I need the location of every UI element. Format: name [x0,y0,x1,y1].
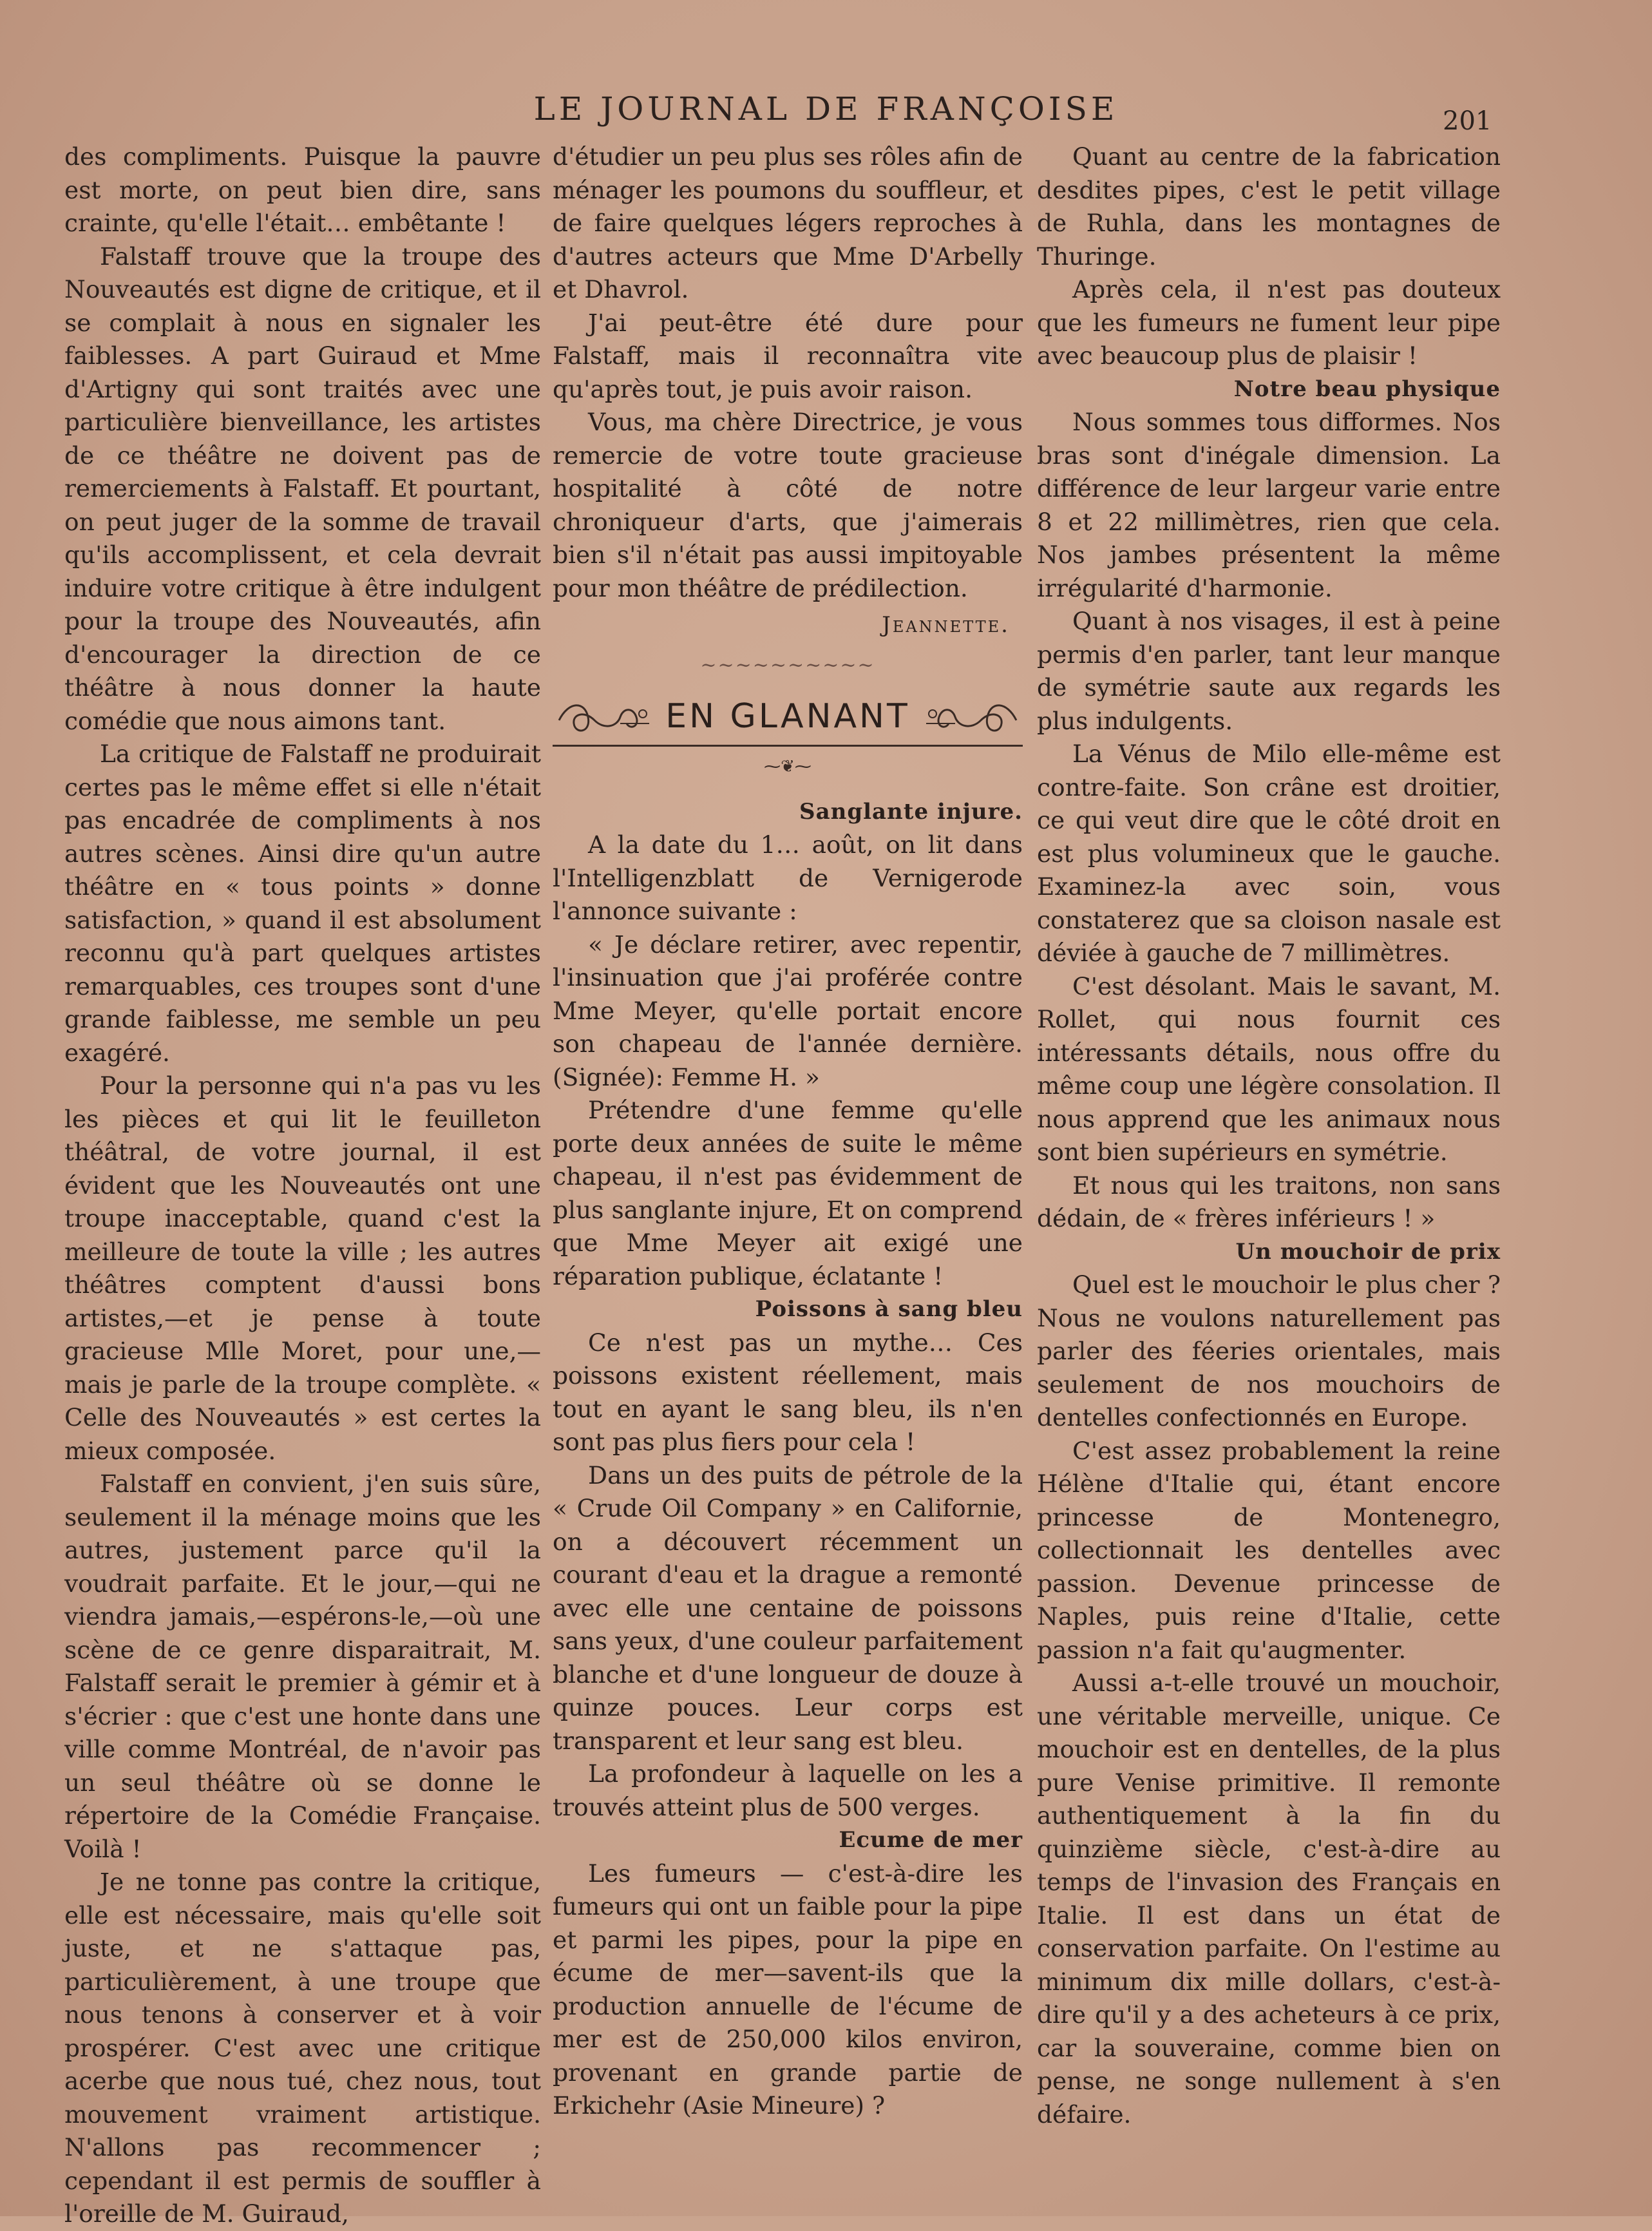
column-2 [553,140,1023,2123]
paragraph: Quant au centre de la fabrication desdites pipes, c'est le petit village de Ruhla, dans les montagnes de Thuringe. [1037,142,1501,271]
paragraph: Vous, ma chère Directrice, je vous remercie de votre toute gracieuse hospitalité à côté de notre chroniqueur d'arts, que j'aimerais bien s'il n'était pas aussi impitoyable pour mon théâtre de prédilection. [553,408,1023,602]
paragraph: Dans un des puits de pétrole de la « Crude Oil Company » en Californie, on a découvert récemment un courant d'eau et la drague a remonté avec elle une centaine de poissons sans yeux, d'une couleur parfaitement blanche et d'une longueur de douze à quinze pouces. Leur corps est transparent et leur sang est bleu. [553,1460,1023,1755]
paragraph: Je ne tonne pas contre la critique, elle est nécessaire, mais qu'elle soit juste, et ne s'attaque pas, particulièrement, à une troupe que nous tenons à conserver et à voir prospérer. C'est avec une critique acerbe que nous tué, chez nous, tout mouvement vraiment artistique. N'allons pas recommencer ; cependant il est permis de souffler à l'oreille de M. Guiraud, [64,1868,541,2228]
paragraph: Nous sommes tous difformes. Nos bras sont d'inégale dimension. La différence de leur largeur varie entre 8 et 22 millimètres, rien que cela. Nos jambes présentent la même irrégularité d'harmonie. [1037,408,1501,602]
paragraph: Aussi a-t-elle trouvé un mouchoir, une véritable merveille, unique. Ce mouchoir est en dentelles, de la plus pure Venise primitive. Il remonte authentiquement à la fin du quinzième siècle, c'est-à-dire au temps de l'invasion des Français en Italie. Il est dans un état de conservation parfaite. On l'estime au minimum dix mille dollars, c'est-à-dire qu'il y a des acheteurs à ce prix, car la souveraine, comme bien on pense, ne songe nullement à s'en défaire. [1037,1669,1501,2129]
paragraph: A la date du 1… août, on lit dans l'Intelligenzblatt de Vernigerode l'annonce suivante : [553,830,1023,925]
subheading: Ecume de mer [839,1827,1023,1853]
paragraph: Et nous qui les traitons, non sans dédain, de « frères inférieurs ! » [1037,1171,1501,1232]
paragraph: d'étudier un peu plus ses rôles afin de ménager les poumons du souffleur, et de faire quelques légers reproches à d'autres acteurs que Mme D'Arbelly et Dhavrol. [553,142,1023,303]
ornament-under-icon: ⁓❦⁓ [764,757,812,776]
paragraph: Prétendre d'une femme qu'elle porte deux années de suite le même chapeau, il n'est pas évidemment de plus sanglante injure, Et on comprend que Mme Meyer ait exigé une réparation publique, éclatante ! [553,1096,1023,1290]
journal-header: LE JOURNAL DE FRANÇOISE [533,90,1119,128]
column-3 [1037,140,1501,2131]
column-1 [64,140,541,2231]
section-title: EN GLANANT [665,697,910,736]
paragraph: des compliments. Puisque la pauvre est morte, on peut bien dire, sans crainte, qu'elle l'était… embêtante ! [64,142,541,237]
paragraph: Ce n'est pas un mythe… Ces poissons existent réellement, mais tout en ayant le sang bleu, ils n'en sont pas plus fiers pour cela ! [553,1328,1023,1456]
ornament-right-icon [923,694,1020,740]
paragraph: Falstaff en convient, j'en suis sûre, seulement il la ménage moins que les autres, justement parce qu'il la voudrait parfaite. Et le jour,—qui ne viendra jamais,—espérons-le,—où une scène de ce genre disparaitrait, M. Falstaff serait le premier à gémir et à s'écrier : que c'est une honte dans une ville comme Montréal, de n'avoir pas un seul théâtre où se donne le répertoire de la Comédie Française. Voilà ! [64,1470,541,1863]
paragraph: « Je déclare retirer, avec repentir, l'insinuation que j'ai proférée contre Mme Meyer, qu'elle portait encore son chapeau de l'année dernière. (Signée): Femme H. » [553,930,1023,1091]
subheading: Sanglante injure. [799,798,1023,825]
paragraph: J'ai peut-être été dure pour Falstaff, mais il reconnaîtra vite qu'après tout, je puis avoir raison. [553,308,1023,403]
subheading: Poissons à sang bleu [755,1296,1023,1322]
paragraph: Après cela, il n'est pas douteux que les fumeurs ne fument leur pipe avec beaucoup plus de plaisir ! [1037,275,1501,370]
paragraph: Quant à nos visages, il est à peine permis d'en parler, tant leur manque de symétrie saute aux regards les plus indulgents. [1037,607,1501,735]
paragraph: C'est désolant. Mais le savant, M. Rollet, qui nous fournit ces intéressants détails, nous offre du même coup une légère consolation. Il nous apprend que les animaux nous sont bien supérieurs en symétrie. [1037,972,1501,1166]
paragraph: Falstaff trouve que la troupe des Nouveautés est digne de critique, et il se complait à nous en signaler les faiblesses. A part Guiraud et Mme d'Artigny qui sont traités avec une particulière bienveillance, les artistes de ce théâtre ne doivent pas de remerciements à Falstaff. Et pourtant, on peut juger de la somme de travail qu'ils accomplissent, et cela devrait induire votre critique à être indulgent pour la troupe des Nouveautés, afin d'encourager la direction de ce théâtre à nous donner la haute comédie que nous aimons tant. [64,242,541,735]
section-heading [553,694,1023,747]
paragraph: La critique de Falstaff ne produirait certes pas le même effet si elle n'était pas encadrée de compliments à nos autres scènes. Ainsi dire qu'un autre théâtre en « tous points » donne satisfaction, » quand il est absolument reconnu qu'à part quelques artistes remarquables, ces troupes sont d'une grande faiblesse, me semble un peu exagéré. [64,740,541,1067]
paragraph: C'est assez probablement la reine Hélène d'Italie qui, étant encore princesse de Montenegro, collectionnait les dentelles avec passion. Devenue princesse de Naples, puis reine d'Italie, cette passion n'a fait qu'augmenter. [1037,1436,1501,1664]
paragraph: Les fumeurs — c'est-à-dire les fumeurs qui ont un faible pour la pipe et parmi les pipes, pour la pipe en écume de mer—savent-ils que la production annuelle de l'écume de mer est de 250,000 kilos environ, provenant en grande partie de Erkichehr (Asie Mineure) ? [553,1859,1023,2120]
paragraph: La Vénus de Milo elle-même est contre-faite. Son crâne est droitier, ce qui veut dire que le côté droit en est plus volumineux que le gauche. Examinez-la avec soin, vous constaterez que sa cloison nasale est déviée à gauche de 7 millimètres. [1037,740,1501,967]
subheading: Notre beau physique [1233,376,1501,402]
paragraph: La profondeur à laquelle on les a trouvés atteint plus de 500 verges. [553,1759,1023,1821]
paragraph: Quel est le mouchoir le plus cher ? Nous ne voulons naturellement pas parler des féeries orientales, mais seulement de nos mouchoirs de dentelles confectionnés en Europe. [1037,1270,1501,1431]
signature: Jeannette. [882,612,1010,638]
paragraph: Pour la personne qui n'a pas vu les les pièces et qui lit le feuilleton théâtral, de votre journal, il est évident que les Nouveautés ont une troupe inacceptable, quand c'est la meilleure de toute la ville ; les autres théâtres comptent d'aussi bons artistes,—et je pense à toute gracieuse Mlle Moret, pour une,—mais je parle de la troupe complète. « Celle des Nouveautés » est certes la mieux composée. [64,1071,541,1465]
page-number: 201 [1443,106,1492,136]
ornament-left-icon [556,694,652,740]
divider-squiggle: ~~~~~~~~~~ [700,653,875,676]
subheading: Un mouchoir de prix [1235,1238,1501,1265]
